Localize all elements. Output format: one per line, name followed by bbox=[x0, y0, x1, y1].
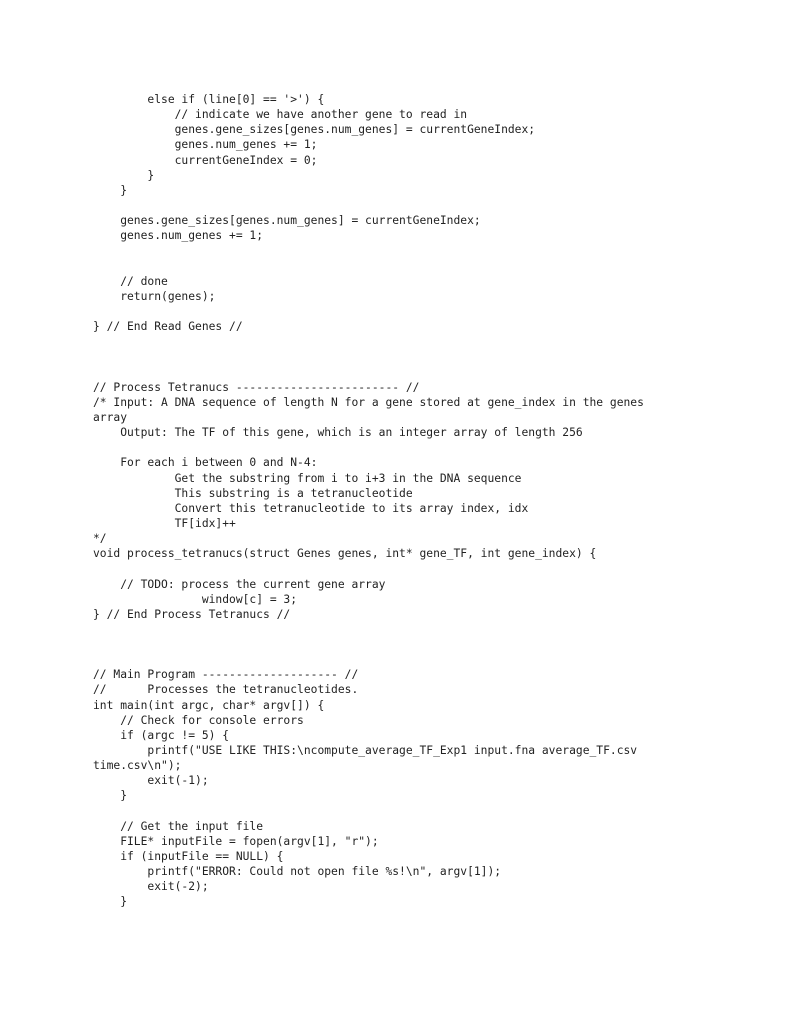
code-line bbox=[93, 622, 753, 637]
code-line: Get the substring from i to i+3 in the DNA sequence bbox=[93, 471, 522, 485]
code-line: } bbox=[93, 789, 128, 803]
code-line: int main(int argc, char* argv[]) { bbox=[93, 698, 325, 712]
code-line: genes.gene_sizes[genes.num_genes] = currentGeneIndex; bbox=[93, 214, 481, 228]
code-line: time.csv\n"); bbox=[93, 759, 182, 773]
code-line: /* Input: A DNA sequence of length N for a gene stored at gene_index in the genes bbox=[93, 395, 644, 409]
code-line: } bbox=[93, 168, 155, 182]
code-line bbox=[93, 349, 753, 364]
code-line: currentGeneIndex = 0; bbox=[93, 153, 318, 167]
code-line: For each i between 0 and N-4: bbox=[93, 456, 318, 470]
code-line: */ bbox=[93, 532, 107, 546]
code-line: exit(-2); bbox=[93, 880, 209, 894]
code-line bbox=[93, 365, 753, 380]
code-line: genes.gene_sizes[genes.num_genes] = currentGeneIndex; bbox=[93, 123, 536, 137]
code-line: printf("ERROR: Could not open file %s!\n", argv[1]); bbox=[93, 865, 502, 879]
code-line: // TODO: process the current gene array bbox=[93, 577, 386, 591]
code-line: } // End Read Genes // bbox=[93, 320, 243, 334]
code-line: Convert this tetranucleotide to its array index, idx bbox=[93, 501, 529, 515]
code-line bbox=[93, 259, 753, 274]
code-line: // Process Tetranucs ------------------------ // bbox=[93, 380, 420, 394]
code-line: FILE* inputFile = fopen(argv[1], "r"); bbox=[93, 834, 379, 848]
code-line: else if (line[0] == '>') { bbox=[93, 93, 325, 106]
code-line: exit(-1); bbox=[93, 774, 209, 788]
code-listing bbox=[93, 92, 753, 910]
code-line: Output: The TF of this gene, which is an integer array of length 256 bbox=[93, 426, 583, 440]
code-line: This substring is a tetranucleotide bbox=[93, 486, 413, 500]
code-line bbox=[93, 334, 753, 349]
code-line: if (argc != 5) { bbox=[93, 728, 230, 742]
code-line bbox=[93, 637, 753, 652]
code-line bbox=[93, 304, 753, 319]
code-line bbox=[93, 561, 753, 576]
code-line: } bbox=[93, 895, 128, 909]
code-line: void process_tetranucs(struct Genes genes, int* gene_TF, int gene_index) { bbox=[93, 547, 597, 561]
code-line: array bbox=[93, 410, 128, 424]
code-line: // Main Program -------------------- // bbox=[93, 668, 359, 682]
code-line: // done bbox=[93, 274, 168, 288]
code-line bbox=[93, 198, 753, 213]
code-line: window[c] = 3; bbox=[93, 592, 298, 606]
code-line: // Processes the tetranucleotides. bbox=[93, 683, 359, 697]
code-line bbox=[93, 440, 753, 455]
code-line bbox=[93, 243, 753, 258]
code-line: } bbox=[93, 183, 128, 197]
code-line: // Get the input file bbox=[93, 819, 264, 833]
code-line: if (inputFile == NULL) { bbox=[93, 850, 284, 864]
code-line: } // End Process Tetranucs // bbox=[93, 607, 291, 621]
code-line bbox=[93, 652, 753, 667]
code-line: // indicate we have another gene to read in bbox=[93, 108, 468, 122]
code-line bbox=[93, 804, 753, 819]
code-line: genes.num_genes += 1; bbox=[93, 138, 318, 152]
code-line: genes.num_genes += 1; bbox=[93, 229, 264, 243]
code-line: return(genes); bbox=[93, 289, 216, 303]
code-line: // Check for console errors bbox=[93, 713, 304, 727]
code-line: printf("USE LIKE THIS:\ncompute_average_TF_Exp1 input.fna average_TF.csv bbox=[93, 744, 638, 758]
code-line: TF[idx]++ bbox=[93, 516, 236, 530]
